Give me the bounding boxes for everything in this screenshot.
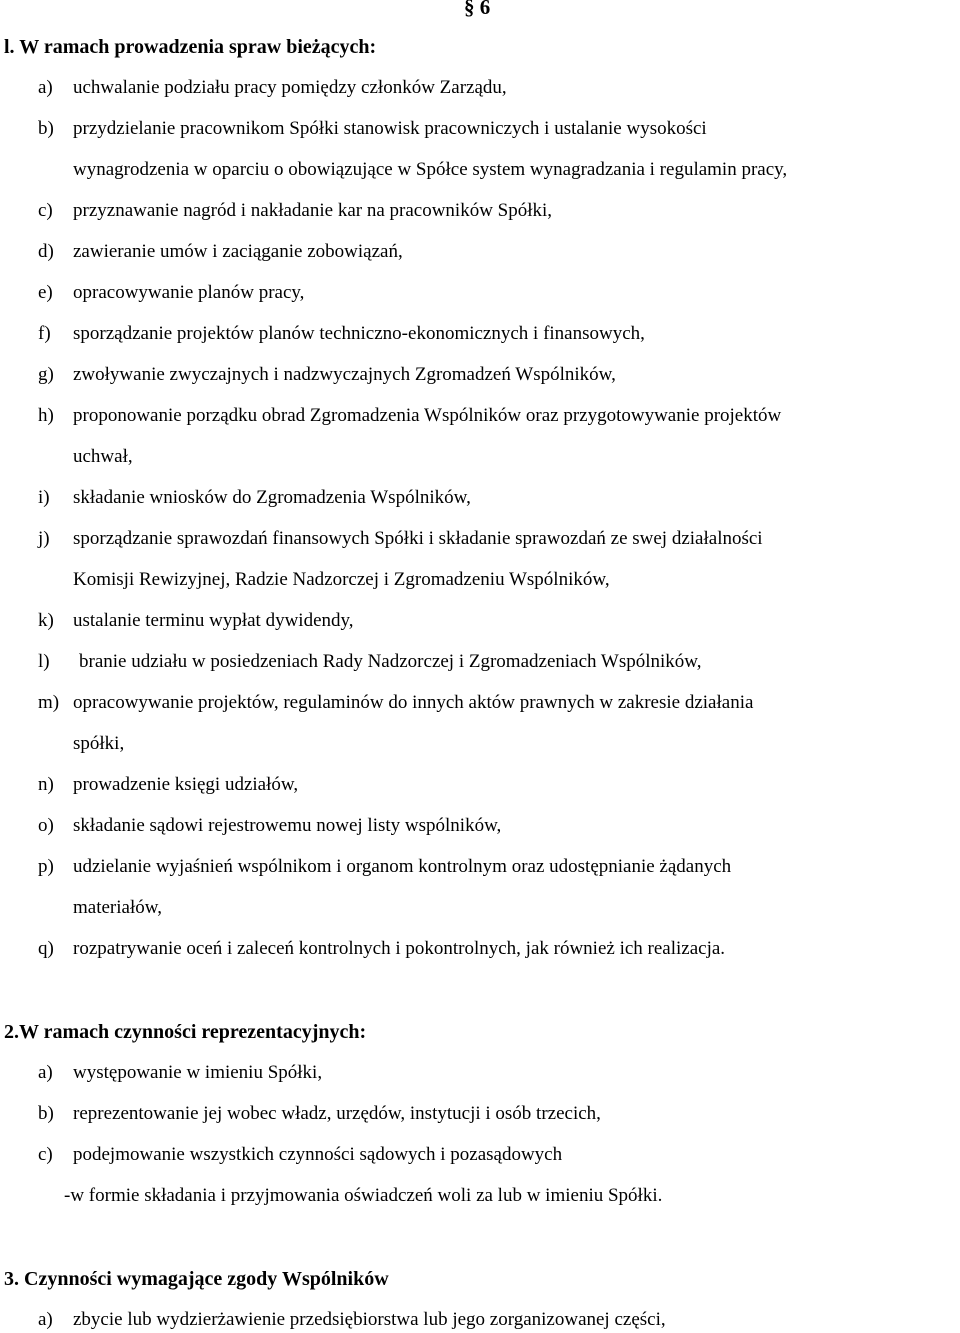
list-marker: h): [38, 405, 54, 426]
list-item-text: udzielanie wyjaśnień wspólnikom i organom kontrolnym oraz udostępnianie żądanych: [73, 856, 732, 877]
list-item-text: proponowanie porządku obrad Zgromadzenia Wspólników oraz przygotowywanie projektów: [73, 405, 782, 426]
list-item-text: zbycie lub wydzierżawienie przedsiębiorstwa lub jego zorganizowanej części,: [73, 1309, 666, 1330]
list-marker: b): [38, 118, 54, 139]
list-marker: d): [38, 241, 54, 262]
list-item-text: opracowywanie projektów, regulaminów do innych aktów prawnych w zakresie działania: [73, 692, 754, 713]
list-item-1p-continuation: materiałów,: [73, 897, 162, 918]
list-item-text: sporządzanie projektów planów techniczno-ekonomicznych i finansowych,: [73, 323, 645, 344]
list-item-text: zawieranie umów i zaciąganie zobowiązań,: [73, 241, 403, 262]
list-item-1h-continuation: uchwał,: [73, 446, 133, 467]
list-item-text: uchwalanie podziału pracy pomiędzy członków Zarządu,: [73, 77, 507, 98]
list-marker: c): [38, 200, 53, 221]
list-marker: c): [38, 1144, 53, 1165]
list-item-text: ustalanie terminu wypłat dywidendy,: [73, 610, 354, 631]
section-number: § 6: [464, 0, 491, 19]
section-3-heading: 3. Czynności wymagające zgody Wspólników: [4, 1268, 389, 1290]
list-marker: f): [38, 323, 51, 344]
list-marker: n): [38, 774, 54, 795]
list-marker: m): [38, 692, 60, 713]
list-item-1b-continuation: wynagrodzenia w oparciu o obowiązujące w Spółce system wynagradzania i regulamin pracy,: [73, 159, 788, 180]
list-marker: a): [38, 77, 53, 98]
list-item-1j-continuation: Komisji Rewizyjnej, Radzie Nadzorczej i Zgromadzeniu Wspólników,: [73, 569, 610, 590]
list-item-2c-continuation: -w formie składania i przyjmowania oświadczeń woli za lub w imieniu Spółki.: [64, 1185, 663, 1206]
list-marker: j): [38, 528, 50, 549]
list-marker: k): [38, 610, 54, 631]
list-item-text: podejmowanie wszystkich czynności sądowych i pozasądowych: [73, 1144, 563, 1165]
list-item-text: prowadzenie księgi udziałów,: [73, 774, 299, 795]
list-item-text: składanie sądowi rejestrowemu nowej listy wspólników,: [73, 815, 502, 836]
list-marker: a): [38, 1309, 53, 1330]
list-item-text: zwoływanie zwyczajnych i nadzwyczajnych Zgromadzeń Wspólników,: [73, 364, 616, 385]
list-marker: a): [38, 1062, 53, 1083]
list-marker: e): [38, 282, 53, 303]
list-marker: q): [38, 938, 54, 959]
list-item-text: reprezentowanie jej wobec władz, urzędów, instytucji i osób trzecich,: [73, 1103, 601, 1124]
list-item-text: branie udziału w posiedzeniach Rady Nadzorczej i Zgromadzeniach Wspólników,: [79, 651, 702, 672]
list-item-1m-continuation: spółki,: [73, 733, 125, 754]
list-item-text: składanie wniosków do Zgromadzenia Wspólników,: [73, 487, 471, 508]
list-item-text: opracowywanie planów pracy,: [73, 282, 305, 303]
list-marker: l): [38, 651, 50, 672]
list-marker: g): [38, 364, 54, 385]
list-marker: o): [38, 815, 54, 836]
list-marker: b): [38, 1103, 54, 1124]
list-marker: p): [38, 856, 54, 877]
list-item-text: przydzielanie pracownikom Spółki stanowisk pracowniczych i ustalanie wysokości: [73, 118, 707, 139]
list-item-text: rozpatrywanie oceń i zaleceń kontrolnych i pokontrolnych, jak również ich realizacja.: [73, 938, 726, 959]
list-item-text: sporządzanie sprawozdań finansowych Spółki i składanie sprawozdań ze swej działalności: [73, 528, 763, 549]
section-2-heading: 2.W ramach czynności reprezentacyjnych:: [4, 1021, 367, 1043]
list-item-text: występowanie w imieniu Spółki,: [73, 1062, 323, 1083]
list-item-text: przyznawanie nagród i nakładanie kar na pracowników Spółki,: [73, 200, 553, 221]
section-1-heading: l. W ramach prowadzenia spraw bieżących:: [4, 36, 377, 58]
list-marker: i): [38, 487, 50, 508]
